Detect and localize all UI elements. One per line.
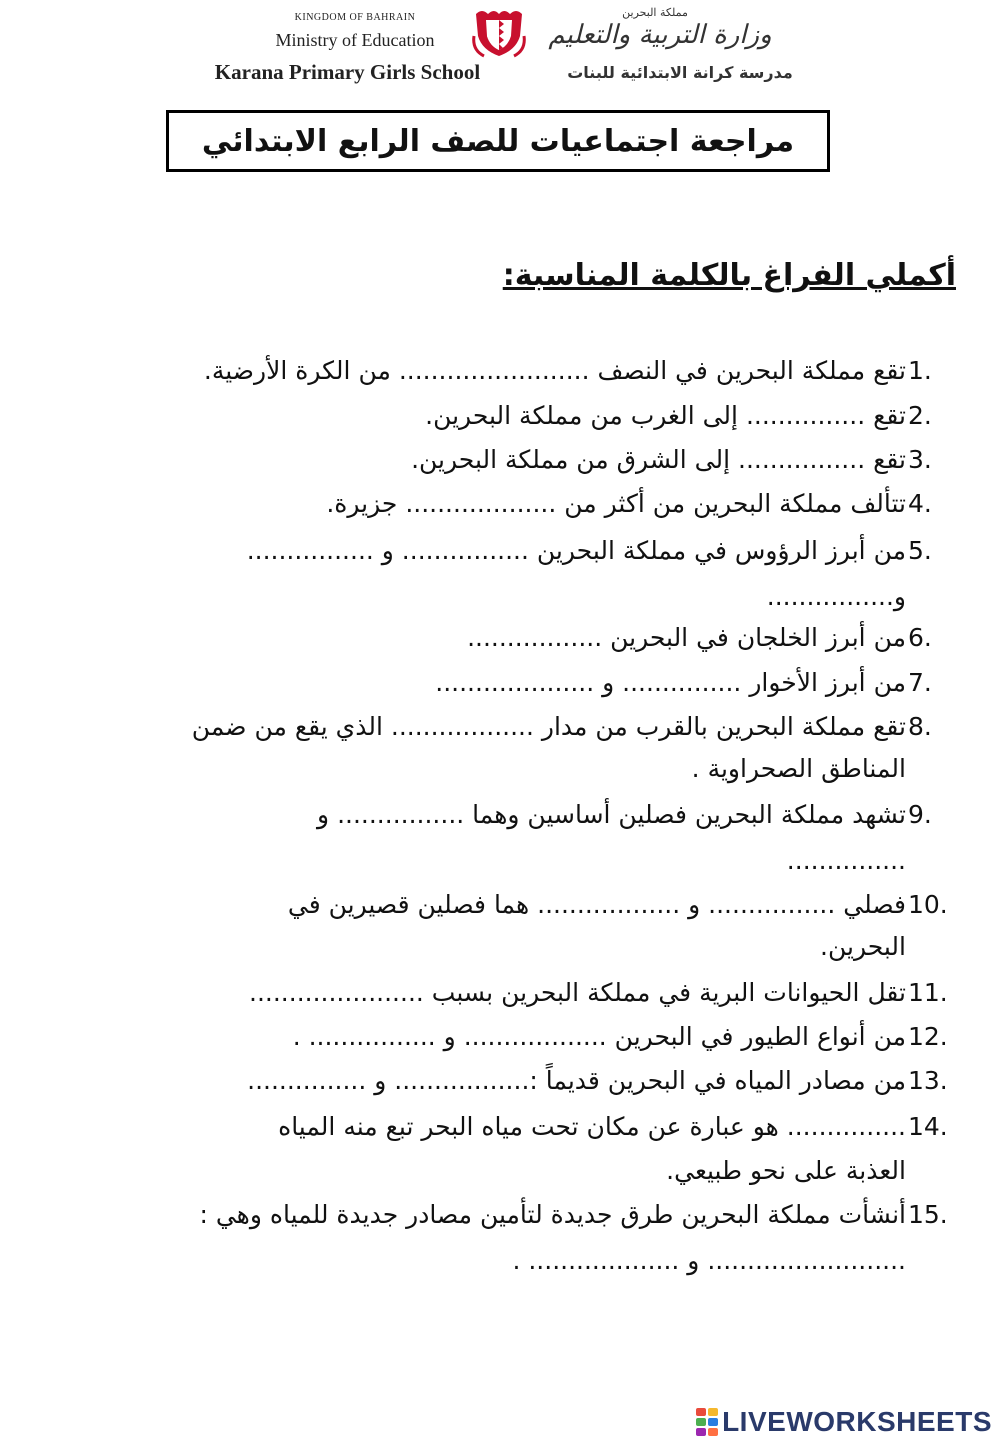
question-item xyxy=(60,397,958,443)
question-item xyxy=(60,1108,958,1154)
question-text: تقع ................ إلى الشرق من مملكة البحرين. xyxy=(411,445,906,474)
ministry-label-en: Ministry of Education xyxy=(275,30,435,50)
question-item xyxy=(60,441,958,487)
question-number: 14. xyxy=(908,1112,948,1141)
question-text: تقع مملكة البحرين في النصف ........................ من الكرة الأرضية. xyxy=(203,356,906,385)
question-item xyxy=(60,1062,958,1108)
question-number: 9. xyxy=(908,800,932,829)
question-number: 2. xyxy=(908,401,932,430)
question-number: 3. xyxy=(908,445,932,474)
kingdom-label-en: KINGDOM OF BAHRAIN xyxy=(294,12,416,23)
question-number: 6. xyxy=(908,623,932,652)
question-item xyxy=(60,664,958,710)
bahrain-emblem-icon xyxy=(470,6,528,60)
question-number: 11. xyxy=(908,978,948,1007)
school-name-en: Karana Primary Girls School xyxy=(214,60,481,84)
question-text: تقل الحيوانات البرية في مملكة البحرين بسبب ...................... xyxy=(249,978,906,1007)
question-text: تشهد مملكة البحرين فصلين أساسين وهما ................ و xyxy=(317,800,906,829)
question-text: ............... هو عبارة عن مكان تحت مياه البحر تبع منه المياه xyxy=(278,1112,906,1141)
question-number: 13. xyxy=(908,1066,948,1095)
question-number: 4. xyxy=(908,489,932,518)
question-text: تقع مملكة البحرين بالقرب من مدار .................. الذي يقع من ضمن xyxy=(191,712,906,741)
worksheet-title: مراجعة اجتماعيات للصف الرابع الابتدائي xyxy=(201,123,795,159)
question-text: من أنواع الطيور في البحرين .................. و ................ . xyxy=(292,1022,906,1051)
liveworksheets-wordmark: LIVEWORKSHEETS xyxy=(722,1406,992,1437)
question-item xyxy=(60,886,958,932)
question-continuation: و................ xyxy=(766,582,906,611)
question-item xyxy=(60,708,958,754)
question-continuation: ......................... و ................... . xyxy=(512,1246,906,1275)
liveworksheets-logo[interactable] xyxy=(696,1406,992,1438)
school-name-ar: مدرسة كرانة الابتدائية للبنات xyxy=(567,63,793,82)
instruction-heading: أكملي الفراغ بالكلمة المناسبة: xyxy=(502,258,956,293)
question-text: من أبرز الخلجان في البحرين ................. xyxy=(467,623,906,652)
question-item xyxy=(60,619,958,665)
question-item xyxy=(60,352,958,398)
question-continuation: البحرين. xyxy=(820,932,906,961)
question-number: 15. xyxy=(908,1200,948,1229)
question-item xyxy=(60,974,958,1020)
question-item xyxy=(60,532,958,578)
liveworksheets-icon xyxy=(696,1408,718,1436)
question-item xyxy=(60,485,958,531)
title-box xyxy=(166,110,830,172)
question-item xyxy=(60,1018,958,1064)
question-continuation: ............... xyxy=(786,846,906,875)
question-text: من أبرز الرؤوس في مملكة البحرين ................ و ................ xyxy=(246,536,906,565)
question-text: فصلي ................ و .................. هما فصلين قصيرين في xyxy=(287,890,906,919)
question-number: 5. xyxy=(908,536,932,565)
question-item xyxy=(60,1196,958,1242)
question-text: من أبرز الأخوار ............... و .................... xyxy=(435,668,906,697)
question-text: تقع ............... إلى الغرب من مملكة البحرين. xyxy=(425,401,906,430)
question-text: من مصادر المياه في البحرين قديماً :................. و ............... xyxy=(247,1066,906,1095)
question-number: 7. xyxy=(908,668,932,697)
question-continuation: المناطق الصحراوية . xyxy=(691,754,906,783)
question-number: 1. xyxy=(908,356,932,385)
ministry-label-ar: وزارة التربية والتعليم xyxy=(548,20,772,50)
question-number: 10. xyxy=(908,890,948,919)
question-item xyxy=(60,796,958,842)
question-text: تتألف مملكة البحرين من أكثر من ................... جزيرة. xyxy=(326,489,906,518)
kingdom-label-ar: مملكة البحرين xyxy=(622,6,688,19)
question-text: أنشأت مملكة البحرين طرق جديدة لتأمين مصادر جديدة للمياه وهي : xyxy=(199,1200,906,1229)
question-number: 12. xyxy=(908,1022,948,1051)
question-continuation: العذبة على نحو طبيعي. xyxy=(666,1156,906,1185)
question-number: 8. xyxy=(908,712,932,741)
